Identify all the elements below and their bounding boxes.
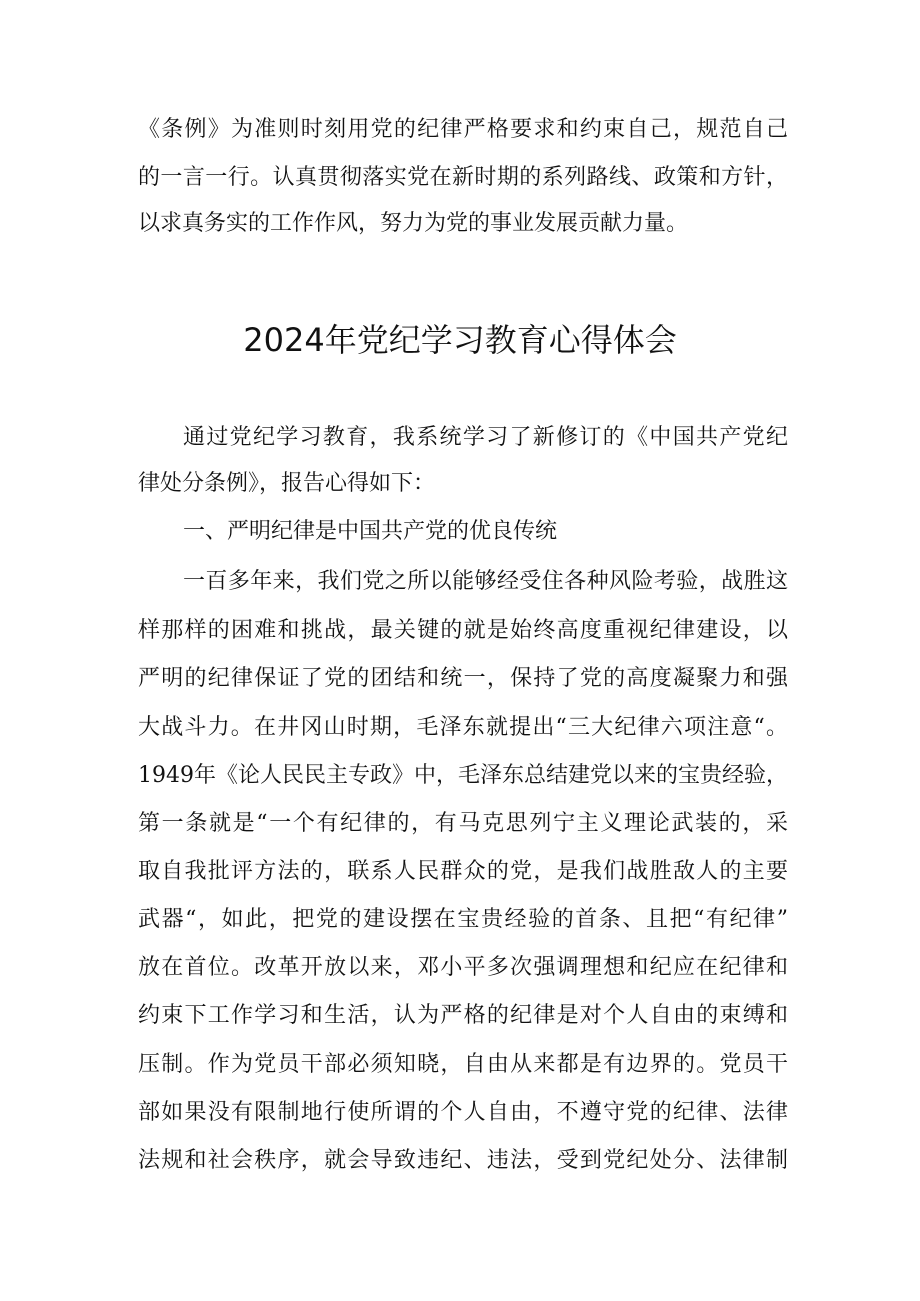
paragraph-line: 以求真务实的工作作风，努力为党的事业发展贡献力量。 [138, 211, 689, 236]
document-title: 2024年党纪学习教育心得体会 [243, 321, 677, 359]
paragraph-line: 通过党纪学习教育，我系统学习了新修订的《中国共产党纪 [183, 425, 788, 450]
paragraph-line: 大战斗力。在井冈山时期，毛泽东就提出“三大纪律六项注意“。 [138, 715, 788, 740]
paragraph-line: 的一言一行。认真贯彻落实党在新时期的系列路线、政策和方针， [138, 165, 788, 190]
paragraph-line: 一百多年来，我们党之所以能够经受住各种风险考验，战胜这 [183, 569, 788, 594]
section-heading: 一、严明纪律是中国共产党的优良传统 [183, 519, 558, 544]
paragraph-line: 《条例》为准则时刻用党的纪律严格要求和约束自己，规范自己 [138, 117, 788, 142]
paragraph-line: 放在首位。改革开放以来，邓小平多次强调理想和纪应在纪律和 [138, 955, 788, 980]
paragraph-line: 武器“，如此，把党的建设摆在宝贵经验的首条、且把“有纪律” [138, 907, 788, 932]
paragraph-line: 律处分条例》，报告心得如下： [138, 471, 436, 496]
paragraph-line: 压制。作为党员干部必须知晓，自由从来都是有边界的。党员干 [138, 1052, 788, 1077]
paragraph-line: 第一条就是“一个有纪律的，有马克思列宁主义理论武装的，采 [138, 811, 788, 836]
paragraph-line: 1949年《论人民民主专政》中，毛泽东总结建党以来的宝贵经验， [138, 763, 788, 788]
paragraph-line: 法规和社会秩序，就会导致违纪、违法，受到党纪处分、法律制 [138, 1148, 788, 1173]
paragraph-line: 严明的纪律保证了党的团结和统一，保持了党的高度凝聚力和强 [138, 666, 788, 691]
paragraph-line: 样那样的困难和挑战，最关键的就是始终高度重视纪律建设，以 [138, 618, 788, 643]
paragraph-line: 取自我批评方法的，联系人民群众的党，是我们战胜敌人的主要 [138, 859, 788, 884]
paragraph-line: 部如果没有限制地行使所谓的个人自由，不遵守党的纪律、法律 [138, 1100, 788, 1125]
paragraph-line: 约束下工作学习和生活，认为严格的纪律是对个人自由的束缚和 [138, 1003, 788, 1028]
